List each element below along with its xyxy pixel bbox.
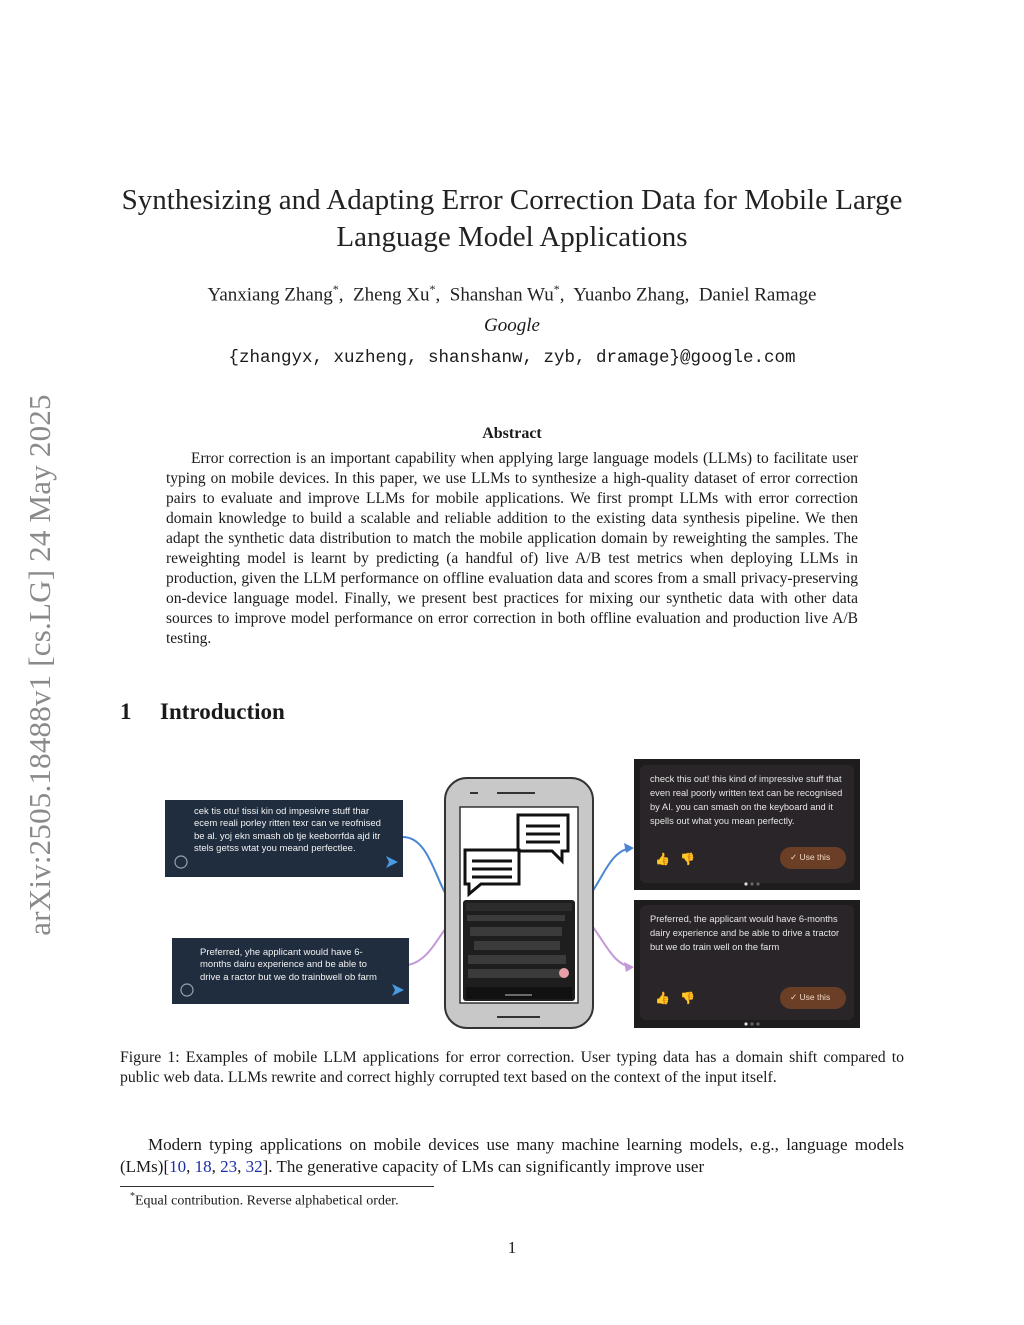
author-name: Yanxiang Zhang	[207, 284, 333, 306]
title-line-2: Language Model Applications	[336, 221, 688, 253]
author-list: Yanxiang Zhang*, Zheng Xu*, Shanshan Wu*, Yuanbo Zhang, Daniel Ramage	[207, 282, 817, 306]
author-emails: {zhangyx, xuzheng, shanshanw, zyb, dramage}@google.com	[228, 348, 796, 368]
body-text-start: Modern typing applications on mobile devices use many machine learning models, e.g., language models (LMs)[	[120, 1135, 904, 1176]
citation-link[interactable]: 10	[169, 1157, 187, 1176]
author-name: Zheng Xu	[353, 284, 430, 306]
author-mark: *	[332, 282, 339, 296]
author-name: Shanshan Wu	[449, 284, 554, 306]
abstract-heading: Abstract	[482, 425, 542, 442]
footnote-mark: *	[130, 1191, 135, 1202]
paper-title	[112, 182, 912, 256]
citation-link[interactable]: 18	[194, 1157, 212, 1176]
output-text-2: Preferred, the applicant would have 6-months dairy experience and be able to drive a tractor but we do train well on the farm	[650, 914, 840, 952]
author-mark: *	[553, 282, 560, 296]
use-this-label[interactable]: ✓ Use this	[790, 852, 831, 862]
figure-1	[160, 755, 870, 1035]
footnote-rule	[120, 1186, 434, 1187]
title-line-1: Synthesizing and Adapting Error Correction Data for Mobile Large	[121, 184, 903, 216]
author-mark: *	[429, 282, 436, 296]
body-text-end: ]. The generative capacity of LMs can significantly improve user	[262, 1157, 705, 1176]
citation-link[interactable]: 23	[220, 1157, 238, 1176]
author-name: Yuanbo Zhang	[573, 284, 685, 306]
footnote-text: Equal contribution. Reverse alphabetical order.	[135, 1193, 399, 1209]
purple-arrowhead	[624, 962, 634, 972]
affiliation: Google	[484, 315, 540, 336]
input-text-2: Preferred, yhe applicant would have 6-months dairu experience and be able to drive a ractor but we do trainbwell ob farm	[200, 947, 377, 983]
use-this-label[interactable]: ✓ Use this	[790, 992, 831, 1002]
section-heading	[120, 699, 285, 725]
thumbs-down-icon: 👎	[680, 991, 695, 1005]
thumbs-down-icon: 👎	[680, 852, 695, 866]
input-text-1: cek tis otu! tissi kin od impesivre stuff thar ecem reali porley ritten texr can ve reofnised be al. yoj ekn smash ob tje keeborrfda ajd itr stels getss wtat you meand perfectlee.	[194, 806, 381, 855]
citation-link[interactable]: 32	[245, 1157, 263, 1176]
figure-caption: Figure 1: Examples of mobile LLM applications for error correction. User typing data has a domain shift compared to public web data. LLMs rewrite and correct highly corrupted text based on the context of the input itself.	[120, 1049, 904, 1086]
body-paragraph: Modern typing applications on mobile devices use many machine learning models, e.g., language models (LMs)[10, 18, 23, 32]. The generative capacity of LMs can significantly improve user	[120, 1135, 904, 1176]
thumbs-up-icon: 👍	[655, 852, 670, 866]
output-text-1: check this out! this kind of impressive stuff that even real poorly written text can be recognised by AI. you can smash on the keyboard and it spells out what you mean perfectly.	[650, 774, 843, 826]
blue-arrowhead	[624, 843, 634, 853]
section-title: Introduction	[160, 699, 285, 724]
page-number: 1	[507, 1238, 517, 1257]
footnote	[130, 1191, 399, 1210]
abstract-text: Error correction is an important capability when applying large language models (LLMs) to facilitate user typing on mobile devices. In this paper, we use LLMs to synthesize a high-quality dataset of error correction pairs to evaluate and improve LLMs for mobile applications. We first prompt LLMs with error correction domain knowledge to build a scalable and reliable addition to the existing data synthesis pipeline. We then adapt the synthetic data distribution to match the mobile application domain by reweighting the samples. The reweighting model is learnt by predicting (a handful of) live A/B test metrics when deploying LLMs in production, given the LLM performance on offline evaluation data and scores from a small privacy-preserving on-device language model. Finally, we present best practices for mixing our synthetic data with other data sources to improve model performance on error correction in both offline evaluation and production live A/B testing.	[166, 450, 858, 647]
thumbs-up-icon: 👍	[655, 991, 670, 1005]
author-name: Daniel Ramage	[698, 284, 817, 306]
keyboard-enter-key	[559, 968, 569, 978]
section-number: 1	[120, 699, 132, 724]
arxiv-side-identifier: arXiv:2505.18488v1 [cs.LG] 24 May 2025	[22, 394, 57, 936]
